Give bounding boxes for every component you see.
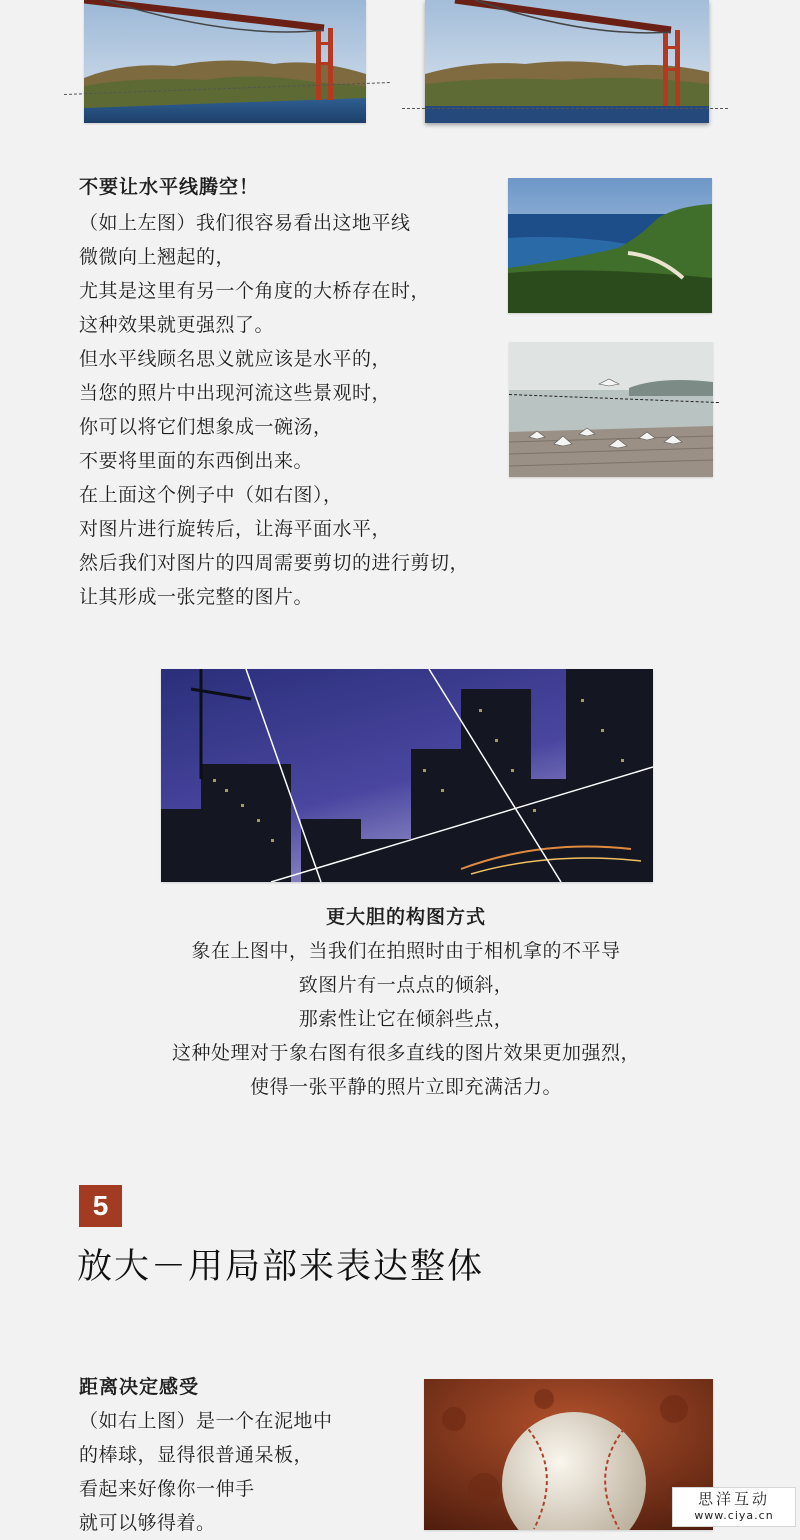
paragraph-line: 但水平线顾名思义就应该是水平的，	[79, 348, 392, 370]
paragraph-line: 使得一张平静的照片立即充满活力。	[249, 1076, 562, 1098]
section-b-heading: 更大胆的构图方式	[325, 906, 486, 928]
paragraph-line: 这种效果就更强烈了。	[79, 314, 275, 336]
paragraph-line: 尤其是这里有另一个角度的大桥存在时，	[79, 280, 431, 302]
city-night-photo	[161, 669, 653, 882]
section-a-paragraph	[79, 206, 469, 614]
paragraph-line: 致图片有一点点的倾斜，	[298, 974, 514, 996]
paragraph-line: 不要将里面的东西倒出来。	[79, 450, 314, 472]
section-c-heading: 距离决定感受	[79, 1376, 200, 1398]
paragraph-line: 看起来好像你一伸手	[79, 1478, 255, 1500]
bridge-photo-tilted	[84, 0, 366, 123]
paragraph-line: 就可以够得着。	[79, 1512, 216, 1534]
paragraph-line: 当您的照片中出现河流这些景观时，	[79, 382, 392, 404]
watermark-name: 思洋互动	[697, 1490, 770, 1508]
section-a-heading: 不要让水平线腾空！	[79, 176, 260, 198]
section-b-paragraph	[100, 934, 712, 1104]
paragraph-line: 的棒球，显得很普通呆板，	[79, 1444, 314, 1466]
paragraph-line: 然后我们对图片的四周需要剪切的进行剪切，	[79, 552, 470, 574]
paragraph-line: （如上左图）我们很容易看出这地平线	[79, 212, 411, 234]
paragraph-line: 象在上图中，当我们在拍照时由于相机拿的不平导	[191, 940, 621, 962]
paragraph-line: （如右上图）是一个在泥地中	[79, 1410, 333, 1432]
baseball-photo	[424, 1379, 713, 1530]
section-title: 放大－用局部来表达整体	[77, 1247, 485, 1287]
seagulls-pier-photo	[509, 342, 713, 477]
horizon-guide-right	[402, 108, 728, 110]
watermark-url: www.ciya.cn	[694, 1509, 774, 1522]
site-watermark	[672, 1487, 796, 1527]
paragraph-line: 在上面这个例子中（如右图），	[79, 484, 343, 506]
coastline-photo	[508, 178, 712, 313]
paragraph-line: 微微向上翘起的，	[79, 246, 236, 268]
paragraph-line: 让其形成一张完整的图片。	[79, 586, 314, 608]
paragraph-line: 那索性让它在倾斜些点，	[298, 1008, 514, 1030]
section-b-block	[100, 900, 712, 1104]
bridge-photo-corrected	[425, 0, 709, 123]
section-c-paragraph	[79, 1404, 333, 1540]
section-number-badge: 5	[79, 1185, 122, 1227]
paragraph-line: 你可以将它们想象成一碗汤，	[79, 416, 333, 438]
paragraph-line: 对图片进行旋转后，让海平面水平，	[79, 518, 392, 540]
paragraph-line: 这种处理对于象右图有很多直线的图片效果更加强烈，	[171, 1042, 640, 1064]
